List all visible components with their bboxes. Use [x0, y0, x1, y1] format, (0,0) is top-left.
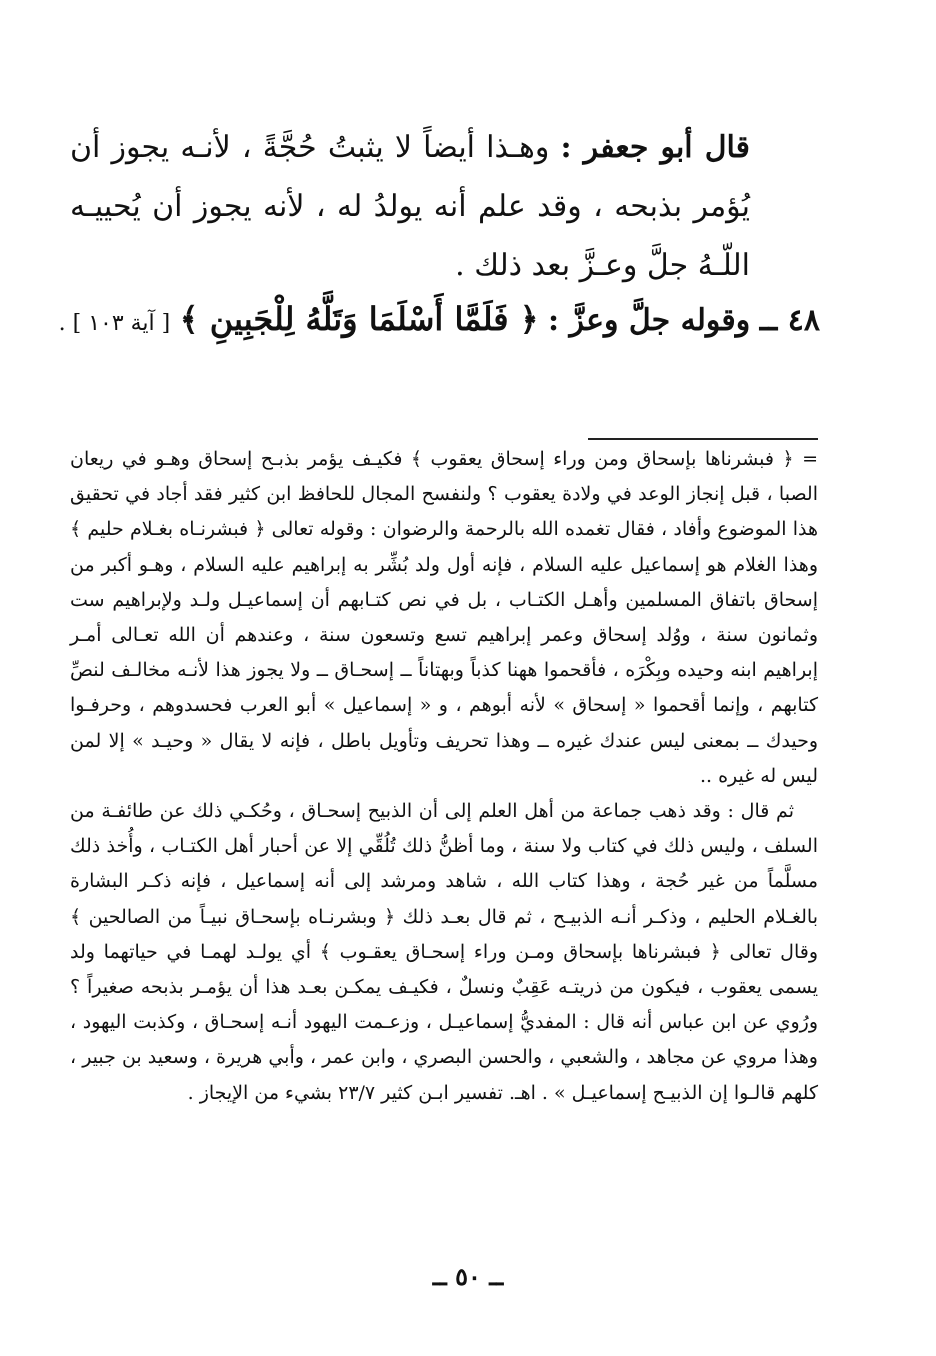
commentary-paragraph	[70, 118, 750, 295]
author-lead: قال أبو جعفر :	[560, 130, 750, 165]
verse-heading	[58, 290, 820, 353]
footnotes	[70, 442, 818, 1111]
commentary-body: وهـذا أيضاً لا يثبتُ حُجَّةً ، لأنـه يجوز أن يُؤمر بذبحه ، وقد علم أنه يولدُ له ، لأنه يجوز أن يُحييـه اللّـهُ جلَّ وعـزَّ بعد ذلك .	[70, 130, 750, 283]
page-number: ــ ٥٠ ــ	[432, 1262, 504, 1291]
footnote-divider	[588, 438, 818, 440]
footnote-paragraph-1: = ﴿ فبشرناها بإسحاق ومن وراء إسحاق يعقوب ﴾ فكيـف يؤمر بذبـح إسحاق وهـو في ريعان الصبا ، قبل إنجاز الوعد في ولادة يعقوب ؟ ولنفسح المجال للحافظ ابن كثير فقد أجاد في تحقيق هذا الموضوع وأفاد ، فقال تغمده الله بالرحمة والرضوان : وقوله تعالى ﴿ فبشرنـاه بغـلام حليم ﴾ وهذا الغلام هو إسماعيل عليه السلام ، فإنه أول ولد بُشِّر به إبراهيم عليه السلام ، وهـو أكبر من إسحاق باتفاق المسلمين وأهـل الكتـاب ، بل في نص كتـابهم أن إسماعيـل ولـد ولإبراهيم ست وثمانون سنة ، ووُلد إسحاق وعمر إبراهيم تسع وتسعون سنة ، وعندهم أن الله تعـالى أمـر إبراهيم ابنه وحيده وبِكْرَه ، فأقحموا ههنا كذباً وبهتاناً ــ إسحـاق ــ ولا يجوز هذا لأنـه مخالـف لنصِّ كتابهم ، وإنما أقحموا « إسحاق » لأنه أبوهم ، و « إسماعيل » أبو العرب فحسدوهم ، وحرفـوا وحيدك ــ بمعنى ليس عندك غيره ــ وهذا تحريف وتأويل باطل ، فإنه لا يقال « وحيـد » إلا لمن ليس له غيره ..	[70, 448, 818, 787]
footnote-paragraph-2: ثم قال : وقد ذهب جماعة من أهل العلم إلى أن الذبيح إسحـاق ، وحُكـي ذلك عن طائفـة من السلف ، وليس ذلك في كتاب ولا سنة ، وما أظنُّ ذلك تُلُقِّي إلا عن أحبار أهل الكتـاب ، وأُخذ ذلك مسلَّماً من غير حُجة ، وهذا كتاب الله ، شاهد ومرشد إلى أنه إسماعيل ، فإنه ذكـر البشارة بالغـلام الحليم ، وذكـر أنـه الذبيـح ، ثم قال بعـد ذلك ﴿ وبشرنـاه بإسحـاق نبيـاً من الصالحين ﴾ وقال تعالى ﴿ فبشرناها بإسحاق ومـن وراء إسحـاق يعقـوب ﴾ أي يولـد لهمـا في حياتهما ولد يسمى يعقوب ، فيكون من ذريتـه عَقِبٌ ونسلٌ ، فكيـف يمكـن بعـد هذا أن يؤمـر بذبحه صغيراً ؟ ورُوي عن ابن عباس أنه قال : المفديُّ إسماعيـل ، وزعـمت اليهود أنـه إسحـاق ، وكذبت اليهود ، وهذا مروي عن مجاهد ، والشعبي ، والحسن البصري ، وابن عمر ، وأبي هريرة ، وسعيد بن جبير ، كلهم قالـوا إن الذبيـح إسماعيـل » . اهـ. تفسير ابـن كثير ٢٣/٧ بشيء من الإيجاز .	[70, 800, 818, 1104]
quran-verse: ﴿ فَلَمَّا أَسْلَمَا وَتَلَّهُ لِلْجَبِينِ ﴾	[179, 300, 539, 338]
entry-title: وقوله جلَّ وعزَّ :	[548, 303, 751, 338]
main-commentary	[70, 118, 750, 295]
verse-reference: [ آية ١٠٣ ] .	[58, 311, 171, 336]
entry-number: ٤٨ ــ	[759, 303, 820, 338]
